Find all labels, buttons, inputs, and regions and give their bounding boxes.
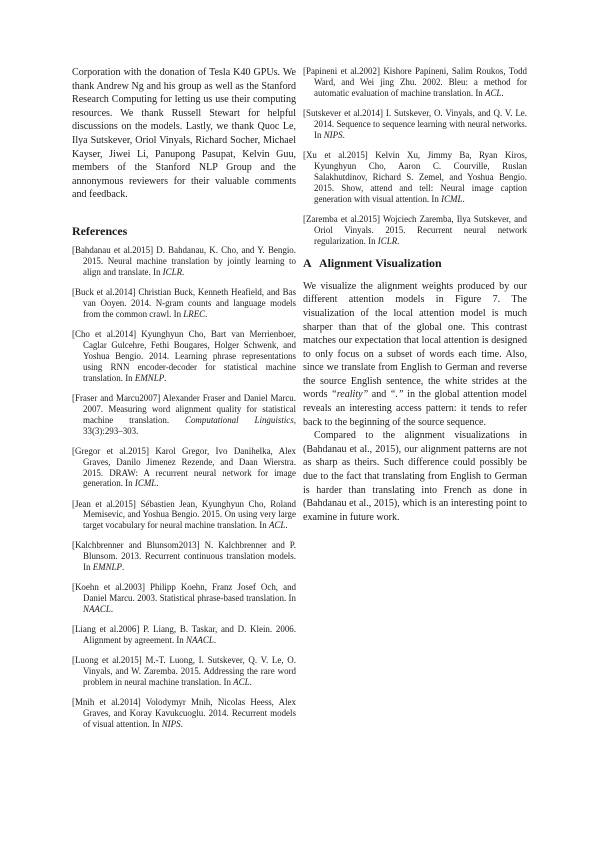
reference-venue: LREC [183, 308, 206, 319]
appendix-p1-text-b: in the global attention model reveals an interesting access pattern: it tends to refer back to the beginning of the source sequence. [303, 389, 528, 428]
reference-entry [72, 329, 296, 384]
reference-text: Christian Buck, Kenneth Heafield, and Bas van Ooyen. 2014. N-gram counts and language models from the common crawl. In [83, 286, 297, 319]
reference-venue: NIPS [161, 719, 181, 730]
appendix-number: A [303, 255, 312, 270]
reference-tail: , 33(3):293–303. [83, 414, 296, 436]
reference-text: I. Sutskever, O. Vinyals, and Q. V. Le. 2014. Sequence to sequence learning with neural networks. In [314, 107, 527, 140]
reference-tail: . [164, 372, 167, 383]
reference-venue: Computational Linguistics [185, 414, 294, 425]
appendix-p1-quote-1: “reality” [331, 389, 369, 401]
reference-venue: ICLR [377, 235, 398, 246]
appendix-p1-quote-2: “.” [389, 389, 404, 401]
appendix-p1-text-a: We visualize the alignment weights produced by our different attention models in Figure 7. The visualization of the local attention model is much sharper than that of the global one. This contrast matches our expectation that local attention is designed to only focus on a subset of words each time. Also, since we translate from English to German and reverse the source English sentence, the white strides at the words [303, 280, 527, 401]
reference-venue: EMNLP [92, 562, 122, 573]
reference-key: [Koehn et al.2003] [72, 582, 145, 593]
reference-text: Karol Gregor, Ivo Danihelka, Alex Graves, Danilo Jimenez Rezende, and Daan Wierstra. 2015. DRAW: A recurrent neural network for image generation. In [83, 445, 297, 489]
reference-entry [72, 697, 296, 730]
reference-tail: . [462, 193, 465, 204]
reference-venue: ACL [233, 677, 250, 688]
reference-entry [72, 655, 296, 688]
reference-text: Kyunghyun Cho, Bart van Merrienboer, Caglar Gulcehre, Fethi Bougares, Holger Schwenk, and Yoshua Bengio. 2014. Learning phrase representations using RNN encoder-decoder for statistical machine translation. In [83, 328, 296, 383]
reference-entry [303, 108, 527, 141]
reference-tail: . [249, 677, 252, 688]
reference-tail: . [501, 87, 504, 98]
reference-key: [Liang et al.2006] [72, 624, 140, 635]
reference-key: [Gregor et al.2015] [72, 445, 149, 456]
reference-text: Philipp Koehn, Franz Josef Och, and Daniel Marcu. 2003. Statistical phrase-based translation. In [83, 582, 297, 604]
appendix-paragraph-2: Compared to the alignment visualizations in (Bahdanau et al., 2015), our alignment patterns are not as sharp as theirs. Such difference could possibly be due to the fact that translating from English to German is harder than translating into French as done in (Bahdanau et al., 2015), which is an interesting point to examine in future work. [303, 430, 527, 523]
reference-venue: ICLR [162, 266, 183, 277]
reference-key: [Xu et al.2015] [303, 149, 368, 160]
reference-list-right [303, 66, 527, 247]
reference-tail: . [121, 562, 125, 573]
reference-tail: . [182, 266, 185, 277]
references-heading: References [72, 223, 128, 238]
reference-text: Kelvin Xu, Jimmy Ba, Ryan Kiros, Kyunghyun Cho, Aaron C. Courville, Ruslan Salakhutdinov, Richard S. Zemel, and Yoshua Bengio. 2015. Show, attend and tell: Neural image caption generation with visual attention. In [314, 149, 527, 204]
reference-text: Sébastien Jean, Kyunghyun Cho, Roland Memisevic, and Yoshua Bengio. 2015. On using very large target vocabulary for neural machine translation. In [83, 498, 297, 531]
reference-venue: NAACL [186, 635, 214, 646]
reference-text: N. Kalchbrenner and P. Blunsom. 2013. Recurrent continuous translation models. In [83, 540, 296, 573]
reference-venue: ICML [441, 193, 463, 204]
reference-key: [Bahdanau et al.2015] [72, 244, 154, 255]
reference-tail: . [110, 604, 114, 615]
appendix-title: Alignment Visualization [319, 255, 442, 270]
left-column [72, 66, 296, 739]
reference-entry [303, 214, 527, 247]
reference-venue: ACL [268, 520, 286, 531]
reference-text: Alexander Fraser and Daniel Marcu. 2007. Measuring word alignment quality for statistical machine translation. [83, 392, 296, 425]
reference-key: [Zaremba et al.2015] [303, 213, 380, 224]
reference-venue: EMNLP [134, 372, 165, 383]
reference-entry [303, 66, 527, 99]
reference-venue: ACL [485, 87, 502, 98]
acknowledgments-paragraph: Corporation with the donation of Tesla K40 GPUs. We thank Andrew Ng and his group as well as the Stanford Research Computing for letting us use their computing resources. We thank Russell Stewart for helpful discussions on the models. Lastly, we thank Quoc Le, Ilya Sutskever, Oriol Vinyals, Richard Socher, Michael Kayser, Jiwei Li, Panupong Pasupat, Kelvin Guu, members of the Stanford NLP Group and the annonymous reviewers for their valuable comments and feedback. [72, 67, 296, 201]
reference-entry [72, 393, 296, 437]
appendix-p1-text-mid: and [368, 389, 390, 401]
reference-text: D. Bahdanau, K. Cho, and Y. Bengio. 2015. Neural machine translation by jointly learning to align and translate. In [83, 244, 297, 277]
reference-entry [72, 540, 296, 573]
reference-key: [Kalchbrenner and Blunsom2013] [72, 540, 200, 551]
reference-text: M.-T. Luong, I. Sutskever, Q. V. Le, O. Vinyals, and W. Zaremba. 2015. Addressing the rare word problem in neural machine translation. In [83, 655, 296, 688]
reference-list-left [72, 245, 296, 730]
appendix-heading [303, 256, 527, 270]
reference-key: [Luong et al.2015] [72, 655, 142, 666]
reference-tail: . [205, 308, 208, 319]
reference-text: Wojciech Zaremba, Ilya Sutskever, and Oriol Vinyals. 2015. Recurrent neural network regularization. In [314, 213, 527, 246]
reference-entry [72, 499, 296, 532]
reference-venue: NAACL [83, 604, 111, 615]
reference-entry [303, 150, 527, 205]
reference-entry [72, 446, 296, 490]
reference-key: [Papineni et al.2002] [303, 66, 380, 76]
appendix-paragraph-1 [303, 280, 527, 430]
reference-entry [72, 624, 296, 646]
reference-tail: . [342, 129, 345, 140]
reference-entry [72, 582, 296, 615]
reference-key: [Mnih et al.2014] [72, 697, 141, 708]
reference-tail: . [285, 520, 288, 531]
reference-text: P. Liang, B. Taskar, and D. Klein. 2006. Alignment by agreement. In [83, 624, 296, 646]
reference-tail: . [180, 719, 183, 730]
reference-key: [Sutskever et al.2014] [303, 107, 383, 118]
reference-tail: . [213, 635, 217, 646]
reference-tail: . [397, 235, 400, 246]
reference-key: [Fraser and Marcu2007] [72, 392, 161, 403]
reference-tail: . [156, 478, 159, 489]
reference-key: [Cho et al.2014] [72, 328, 137, 339]
reference-entry [72, 245, 296, 278]
reference-key: [Jean et al.2015] [72, 498, 136, 509]
reference-entry [72, 287, 296, 320]
reference-venue: NIPS [323, 129, 343, 140]
reference-text: Volodymyr Mnih, Nicolas Heess, Alex Graves, and Koray Kavukcuoglu. 2014. Recurrent models of visual attention. In [83, 697, 296, 730]
reference-text: Kishore Papineni, Salim Roukos, Todd Ward, and Wei jing Zhu. 2002. Bleu: a method for automatic evaluation of machine translation. In [314, 66, 528, 98]
reference-venue: ICML [134, 478, 157, 489]
reference-key: [Buck et al.2014] [72, 286, 136, 297]
right-column [303, 66, 527, 524]
